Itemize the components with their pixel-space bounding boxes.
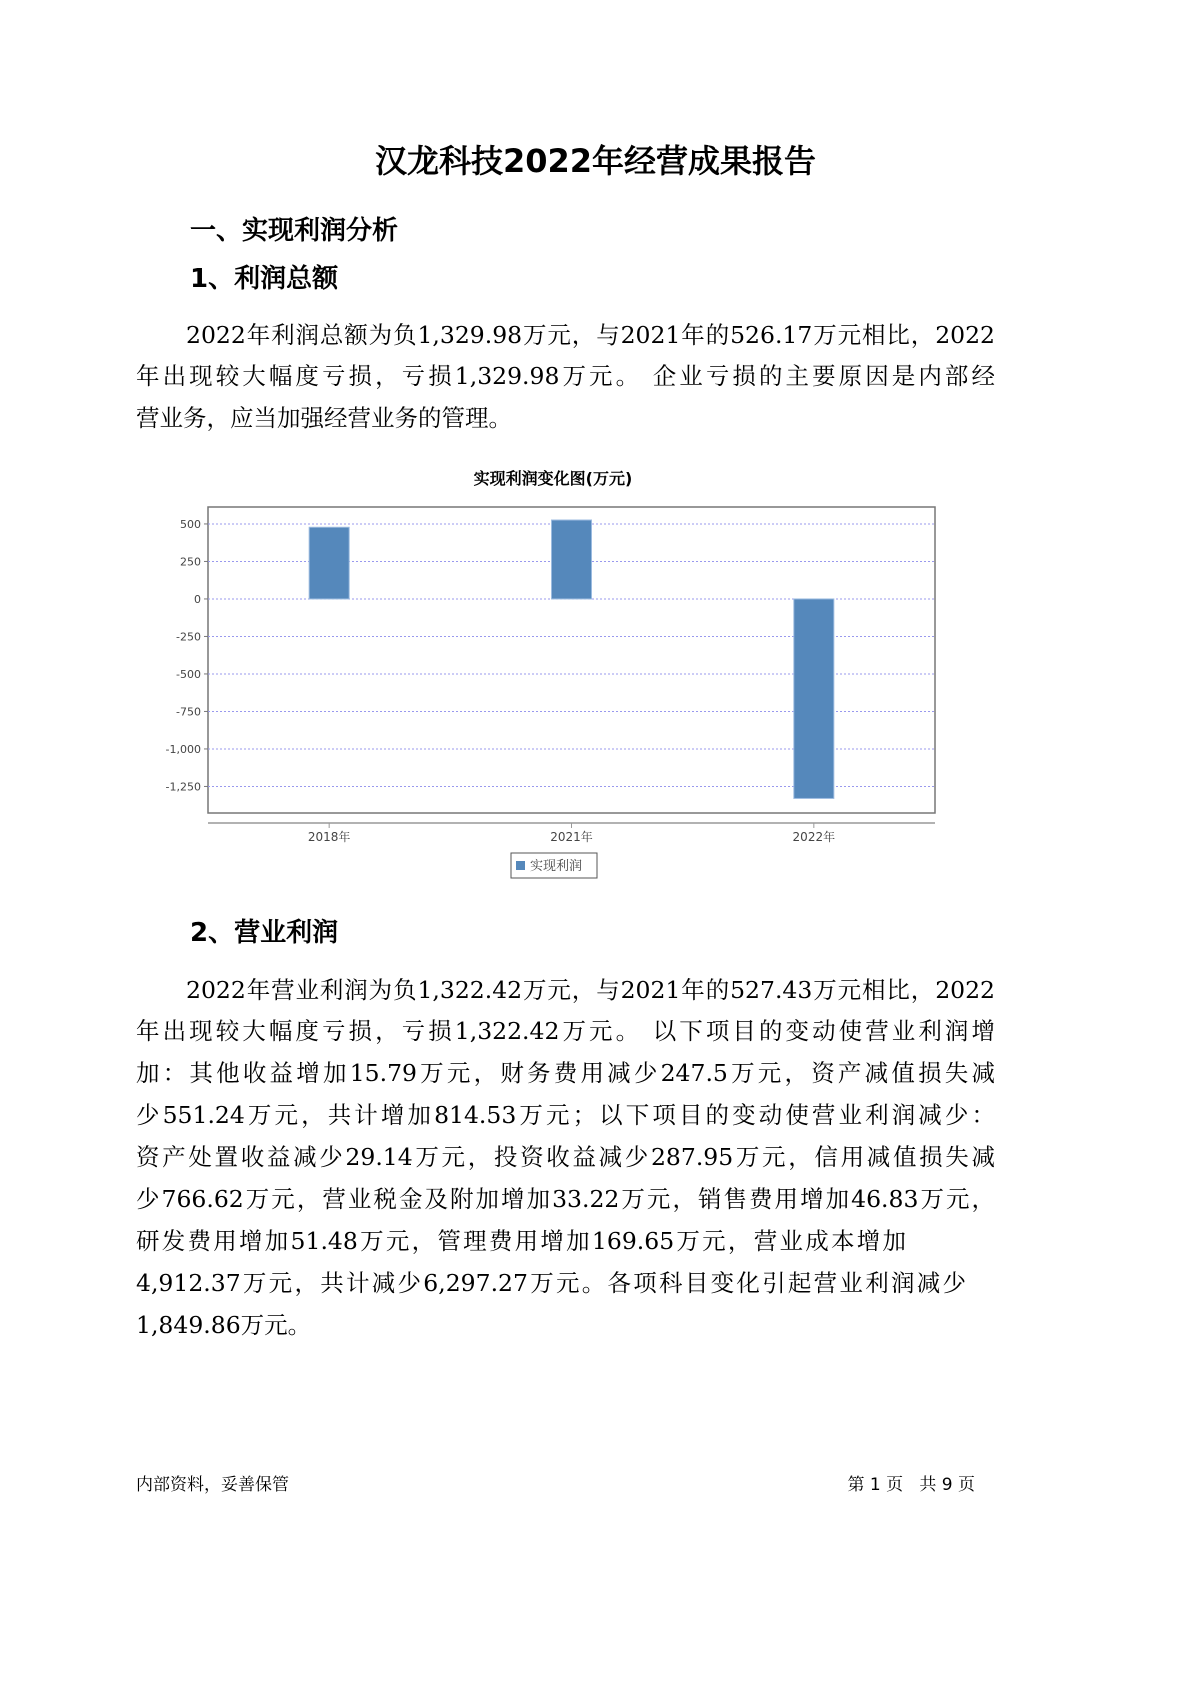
- legend-swatch: [516, 861, 525, 870]
- page-title: 汉龙科技2022年经营成果报告: [374, 142, 817, 180]
- bar: [552, 520, 592, 599]
- text-line: 2022年利润总额为负1,329.98万元，与2021年的526.17万元相比，2022: [186, 321, 995, 349]
- y-tick-label: -1,000: [165, 742, 201, 756]
- legend-label: 实现利润: [530, 859, 583, 874]
- y-tick-label: 250: [180, 555, 201, 569]
- text-line: 2022年营业利润为负1,322.42万元，与2021年的527.43万元相比，2022: [186, 976, 995, 1004]
- footer-confidential-note: 内部资料，妥善保管: [136, 1475, 289, 1495]
- text-line: 少766.62万元，营业税金及附加增加33.22万元，销售费用增加46.83万元，: [136, 1185, 995, 1213]
- y-tick-label: -1,250: [165, 780, 201, 794]
- text-line: 年出现较大幅度亏损，亏损1,322.42万元。 以下项目的变动使营业利润增: [136, 1017, 995, 1045]
- y-tick-label: 500: [180, 517, 201, 531]
- text-line: 少551.24万元，共计增加814.53万元；以下项目的变动使营业利润减少：: [136, 1101, 995, 1129]
- y-tick-label: -750: [176, 705, 201, 719]
- y-tick-label: 0: [194, 592, 201, 606]
- text-line: 4,912.37万元，共计减少6,297.27万元。各项科目变化引起营业利润减少: [136, 1269, 966, 1297]
- text-line: 研发费用增加51.48万元，管理费用增加169.65万元，营业成本增加: [136, 1227, 906, 1255]
- bar: [794, 599, 834, 798]
- x-tick-label: 2022年: [792, 830, 836, 844]
- chart-title: 实现利润变化图(万元): [473, 469, 633, 488]
- subsection-heading-profit-total: 1、利润总额: [190, 264, 339, 294]
- text-line: 年出现较大幅度亏损，亏损1,329.98万元。 企业亏损的主要原因是内部经: [136, 362, 995, 390]
- x-tick-label: 2021年: [550, 830, 593, 844]
- y-tick-label: -500: [176, 667, 201, 681]
- footer-page-number: 第 1 页 共 9 页: [847, 1475, 975, 1495]
- subsection-heading-operating-profit: 2、营业利润: [190, 918, 339, 948]
- y-tick-label: -250: [176, 630, 201, 644]
- legend: [511, 853, 597, 878]
- text-line: 营业务，应当加强经营业务的管理。: [136, 404, 512, 432]
- bar: [309, 527, 349, 599]
- text-line: 1,849.86万元。: [136, 1311, 312, 1339]
- text-line: 资产处置收益减少29.14万元，投资收益减少287.95万元，信用减值损失减: [136, 1143, 995, 1171]
- text-line: 加：其他收益增加15.79万元，财务费用减少247.5万元，资产减值损失减: [136, 1059, 995, 1087]
- section-heading: 一、实现利润分析: [190, 216, 399, 246]
- x-tick-label: 2018年: [307, 830, 351, 844]
